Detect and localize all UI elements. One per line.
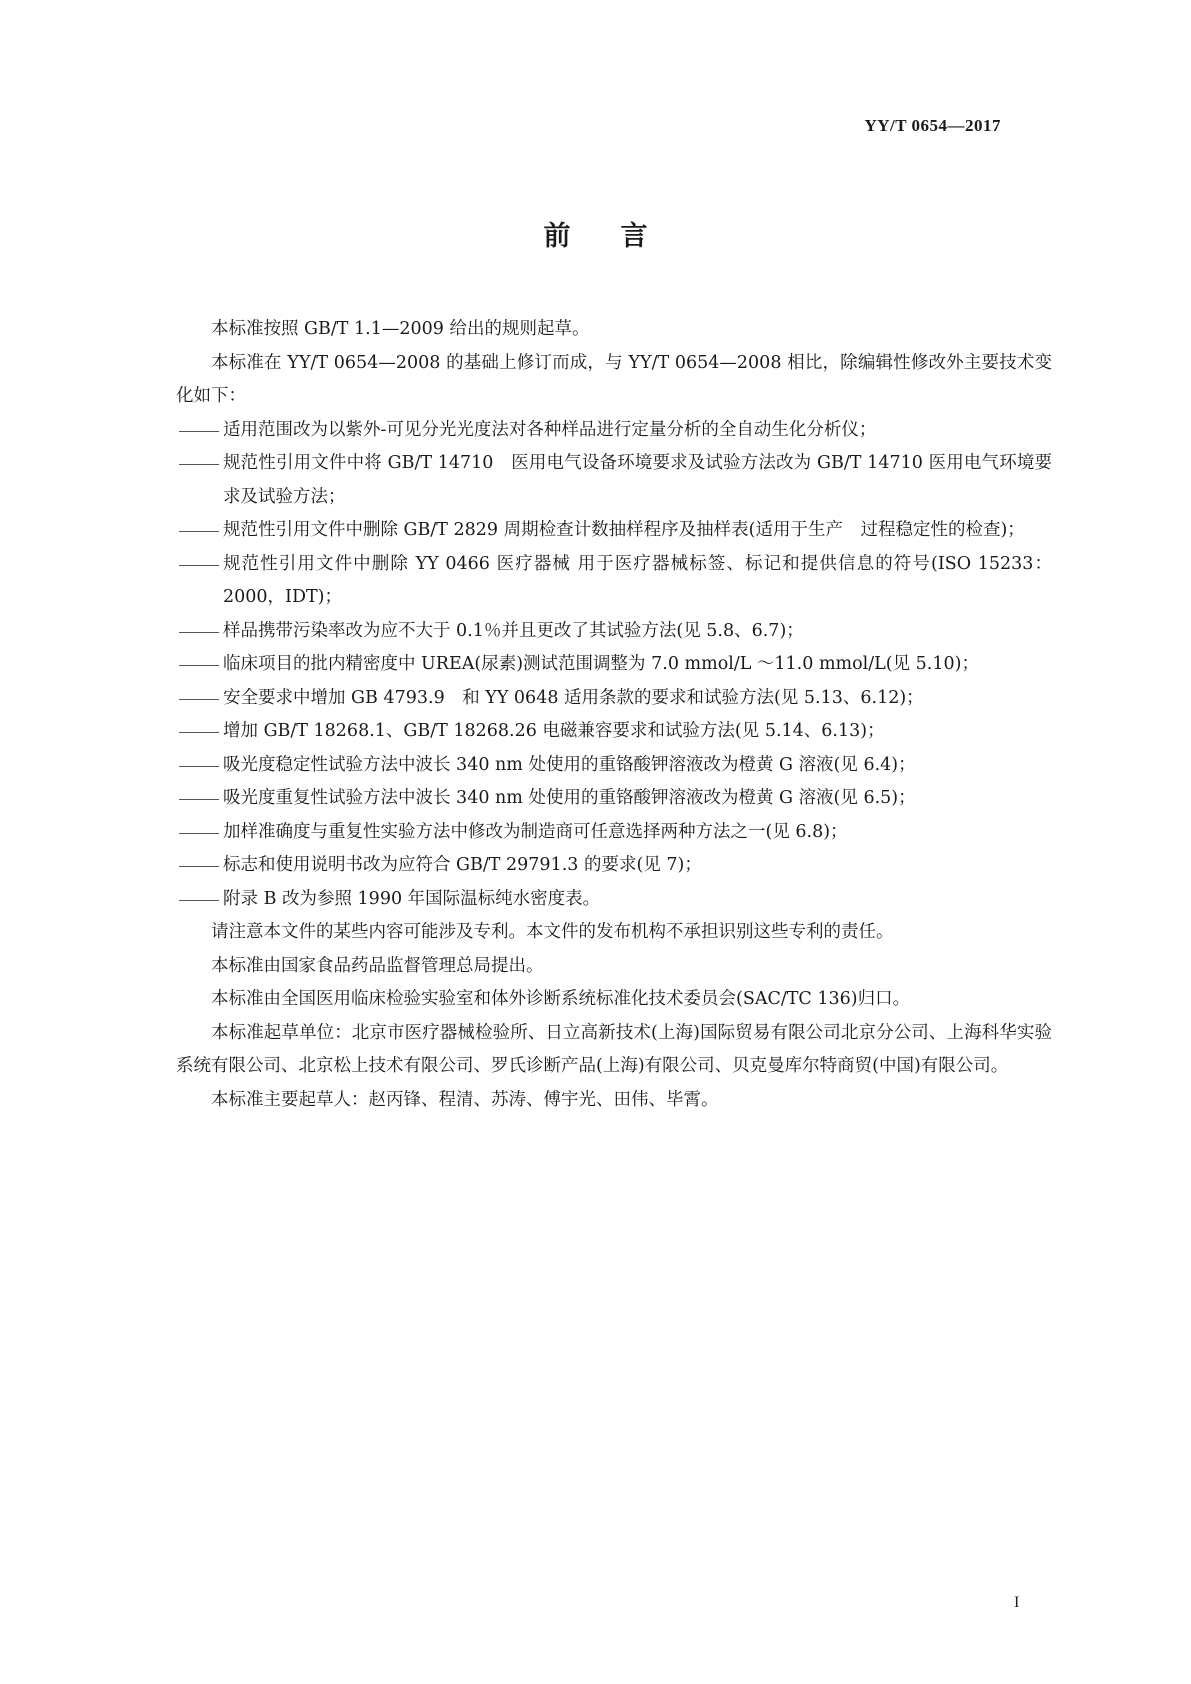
list-item <box>176 447 1052 514</box>
list-item <box>176 849 1052 883</box>
page-number: I <box>1014 1594 1020 1611</box>
paragraph-patent-notice: 请注意本文件的某些内容可能涉及专利。本文件的发布机构不承担识别这些专利的责任。 <box>211 922 894 942</box>
list-item-text: 规范性引用文件中删除 GB/T 2829 周期检查计数抽样程序及抽样表(适用于生产 过程稳定性的检查)； <box>223 520 1025 540</box>
list-item <box>176 816 1052 850</box>
list-item-text: 安全要求中增加 GB 4793.9 和 YY 0648 适用条款的要求和试验方法(见 5.13、6.12)； <box>223 687 924 708</box>
list-item <box>176 648 1052 682</box>
paragraph-drafters: 本标准主要起草人：赵丙锋、程清、苏涛、傅宇光、田伟、毕霄。 <box>211 1089 719 1110</box>
paragraph-revision-summary: 本标准在 YY/T 0654—2008 的基础上修订而成，与 YY/T 0654—2008 相比，除编辑性修改外主要技术变化如下： <box>176 352 1052 406</box>
list-item-text: 增加 GB/T 18268.1、GB/T 18268.26 电磁兼容要求和试验方法(见 5.14、6.13)； <box>223 721 885 741</box>
list-item-text: 吸光度稳定性试验方法中波长 340 nm 处使用的重铬酸钾溶液改为橙黄 G 溶液(见 6.4)； <box>223 754 916 775</box>
list-item <box>176 715 1052 749</box>
changes-list <box>176 414 1052 917</box>
document-body <box>176 313 1052 1117</box>
list-item <box>176 514 1052 548</box>
list-item-text: 吸光度重复性试验方法中波长 340 nm 处使用的重铬酸钾溶液改为橙黄 G 溶液(见 6.5)； <box>223 788 916 808</box>
list-item <box>176 749 1052 783</box>
standard-code: YY/T 0654—2017 <box>864 116 1001 135</box>
paragraph-proposer: 本标准由国家食品药品监督管理总局提出。 <box>211 955 544 976</box>
list-item <box>176 615 1052 649</box>
paragraph-technical-committee: 本标准由全国医用临床检验实验室和体外诊断系统标准化技术委员会(SAC/TC 136)归口。 <box>211 989 911 1009</box>
list-item-text: 规范性引用文件中删除 YY 0466 医疗器械 用于医疗器械标签、标记和提供信息的符号(ISO 15233：2000，IDT)； <box>223 553 1052 607</box>
list-item-text: 标志和使用说明书改为应符合 GB/T 29791.3 的要求(见 7)； <box>223 855 702 875</box>
list-item-text: 适用范围改为以紫外-可见分光光度法对各种样品进行定量分析的全自动生化分析仪； <box>223 419 877 440</box>
list-item <box>176 883 1052 917</box>
list-item <box>176 548 1052 615</box>
paragraph-drafting-rules: 本标准按照 GB/T 1.1—2009 给出的规则起草。 <box>211 319 590 339</box>
paragraph-drafting-organizations: 本标准起草单位：北京市医疗器械检验所、日立高新技术(上海)国际贸易有限公司北京分公司、上海科华实验系统有限公司、北京松上技术有限公司、罗氏诊断产品(上海)有限公司、贝克曼库尔特商贸(中国)有限公司。 <box>176 1022 1052 1076</box>
list-item <box>176 682 1052 716</box>
list-item-text: 加样准确度与重复性实验方法中修改为制造商可任意选择两种方法之一(见 6.8)； <box>223 821 848 842</box>
page-title: 前言 <box>543 221 698 252</box>
list-item <box>176 414 1052 448</box>
list-item-text: 临床项目的批内精密度中 UREA(尿素)测试范围调整为 7.0 mmol/L ～11.0 mmol/L(见 5.10)； <box>223 654 979 674</box>
list-item-text: 附录 B 改为参照 1990 年国际温标纯水密度表。 <box>223 888 601 909</box>
list-item-text: 样品携带污染率改为应不大于 0.1％并且更改了其试验方法(见 5.8、6.7)； <box>223 620 804 641</box>
list-item <box>176 782 1052 816</box>
list-item-text: 规范性引用文件中将 GB/T 14710 医用电气设备环境要求及试验方法改为 GB/T 14710 医用电气环境要求及试验方法； <box>223 453 1052 507</box>
